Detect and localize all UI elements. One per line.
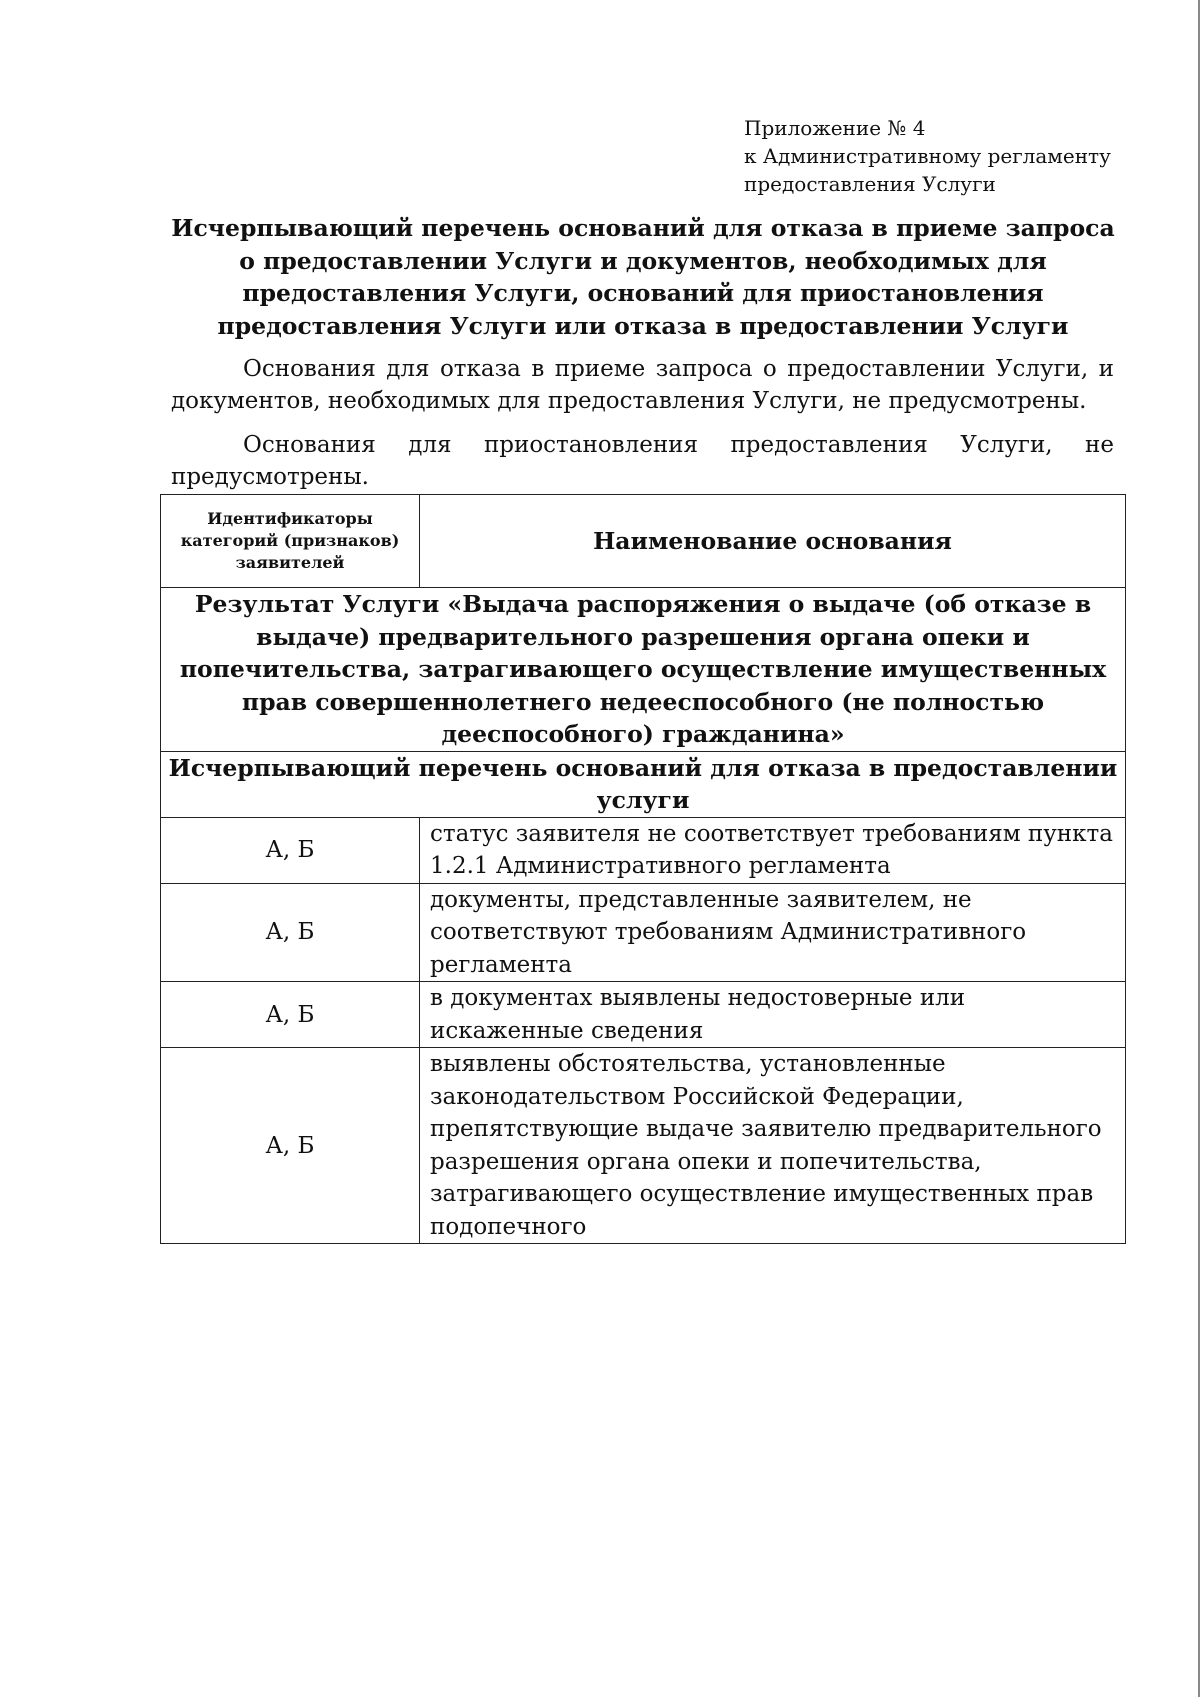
grounds-table (160, 494, 1126, 1244)
row-ground-text: в документах выявлены недостоверные или искаженные сведения (420, 982, 1126, 1048)
service-result-heading: Результат Услуги «Выдача распоряжения о выдаче (об отказе в выдаче) предварительного разрешения органа опеки и попечительства, затрагивающего осуществление имущественных прав совершеннолетнего недееспособного (не полностью дееспособного) гражданина» (161, 588, 1126, 752)
row-ground-text: статус заявителя не соответствует требованиям пункта 1.2.1 Административного регламента (420, 817, 1126, 883)
row-category-ids: А, Б (161, 883, 420, 982)
appendix-note (744, 114, 1111, 198)
appendix-line-1: Приложение № 4 (744, 116, 926, 140)
appendix-line-3: предоставления Услуги (744, 172, 996, 196)
row-ground-text: выявлены обстоятельства, установленные законодательством Российской Федерации, препятствующие выдаче заявителю предварительного разрешения органа опеки и попечительства, затрагивающего осуществление имущественных прав подопечного (420, 1048, 1126, 1244)
appendix-line-2: к Административному регламенту (744, 144, 1111, 168)
table-row (161, 817, 1126, 883)
paragraph-reception-grounds: Основания для отказа в приеме запроса о предоставлении Услуги, и документов, необходимых для предоставления Услуги, не предусмотрены. (171, 356, 1114, 414)
row-ground-text: документы, представленные заявителем, не соответствуют требованиям Административного регламента (420, 883, 1126, 982)
section-row (161, 751, 1126, 817)
row-category-ids: А, Б (161, 817, 420, 883)
row-category-ids: А, Б (161, 982, 420, 1048)
refusal-grounds-heading: Исчерпывающий перечень оснований для отказа в предоставлении услуги (161, 751, 1126, 817)
table-row (161, 982, 1126, 1048)
row-category-ids: А, Б (161, 1048, 420, 1244)
header-applicant-category-ids: Идентификаторы категорий (признаков) заявителей (161, 495, 420, 588)
document-title: Исчерпывающий перечень оснований для отказа в приеме запроса о предоставлении Услуги и документов, необходимых для предоставления Услуги, оснований для приостановления предоставления Услуги или отказа в предоставлении Услуги (171, 214, 1115, 340)
table-header-row (161, 495, 1126, 588)
header-ground-name: Наименование основания (420, 495, 1126, 588)
table-row (161, 883, 1126, 982)
table-row (161, 1048, 1126, 1244)
paragraph-suspension-grounds: Основания для приостановления предоставления Услуги, не предусмотрены. (171, 432, 1114, 490)
result-row (161, 588, 1126, 752)
